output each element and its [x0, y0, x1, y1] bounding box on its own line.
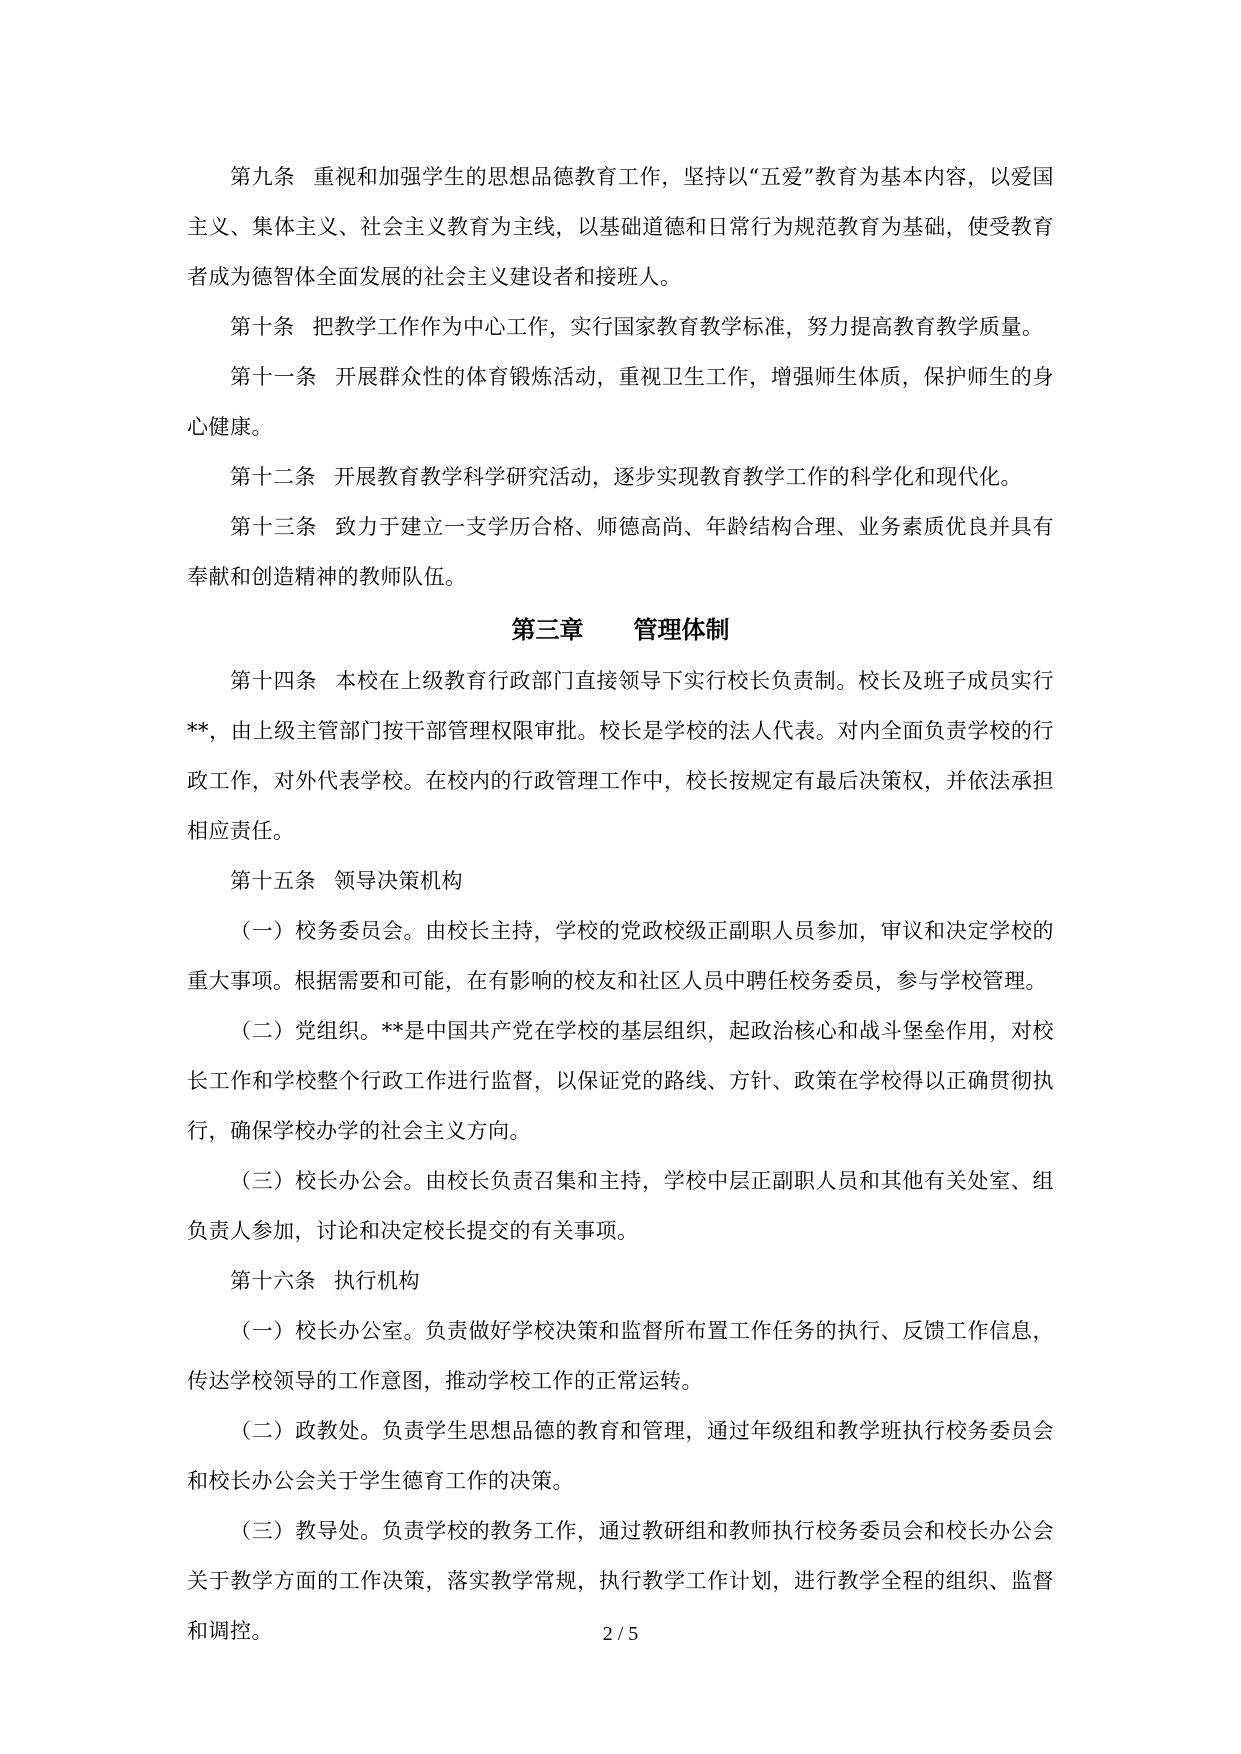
article-text: 把教学工作作为中心工作，实行国家教育教学标准，努力提高教育教学质量。: [312, 315, 1044, 339]
article-13: [187, 502, 1054, 602]
clause-15-1: [187, 906, 1054, 1006]
article-number: 第十五条: [230, 869, 316, 893]
article-text: 致力于建立一支学历合格、师德高尚、年龄结构合理、业务素质优良并具有奉献和创造精神的教师队伍。: [187, 515, 1055, 589]
article-11: [187, 352, 1054, 452]
clause-text: 教导处。负责学校的教务工作，通过教研组和教师执行校务委员会和校长办公会关于教学方面的工作决策，落实教学常规，执行教学工作计划，进行教学全程的组织、监督和调控。: [187, 1519, 1055, 1643]
clause-number: （一）: [230, 919, 296, 943]
clause-text: 校务委员会。由校长主持，学校的党政校级正副职人员参加，审议和决定学校的重大事项。根据需要和可能，在有影响的校友和社区人员中聘任校务委员，参与学校管理。: [187, 919, 1055, 993]
clause-number: （三）: [230, 1519, 296, 1543]
clause-15-2: [187, 1006, 1054, 1156]
chapter-number: 第三章: [511, 616, 584, 644]
article-15: [187, 856, 1054, 906]
document-body: [187, 152, 1054, 1656]
article-text: 重视和加强学生的思想品德教育工作，坚持以“五爱”教育为基本内容，以爱国主义、集体主义、社会主义教育为主线，以基础道德和日常行为规范教育为基础，使受教育者成为德智体全面发展的社会主义建设者和接班人。: [187, 165, 1055, 289]
article-number: 第十条: [230, 315, 295, 339]
article-text: 本校在上级教育行政部门直接领导下实行校长负责制。校长及班子成员实行**，由上级主管部门按干部管理权限审批。校长是学校的法人代表。对内全面负责学校的行政工作，对外代表学校。在校内的行政管理工作中，校长按规定有最后决策权，并依法承担相应责任。: [187, 669, 1055, 843]
article-number: 第十一条: [230, 365, 318, 389]
chapter-title: 管理体制: [633, 616, 730, 644]
article-12: [187, 452, 1054, 502]
article-number: 第十二条: [230, 465, 316, 489]
clause-text: 校长办公会。由校长负责召集和主持，学校中层正副职人员和其他有关处室、组负责人参加，讨论和决定校长提交的有关事项。: [187, 1169, 1055, 1243]
clause-number: （一）: [230, 1319, 296, 1343]
page-number: 2 / 5: [602, 1623, 639, 1645]
clause-number: （二）: [230, 1419, 296, 1443]
article-number: 第十六条: [230, 1269, 316, 1293]
clause-text: 政教处。负责学生思想品德的教育和管理，通过年级组和教学班执行校务委员会和校长办公会关于学生德育工作的决策。: [187, 1419, 1055, 1493]
clause-15-3: [187, 1156, 1054, 1256]
clause-number: （三）: [230, 1169, 296, 1193]
article-text: 执行机构: [334, 1269, 420, 1293]
clause-text: 校长办公室。负责做好学校决策和监督所布置工作任务的执行、反馈工作信息，传达学校领导的工作意图，推动学校工作的正常运转。: [187, 1319, 1055, 1393]
clause-number: （二）: [230, 1019, 296, 1043]
article-16: [187, 1256, 1054, 1306]
clause-16-1: [187, 1306, 1054, 1406]
article-9: [187, 152, 1054, 302]
article-14: [187, 656, 1054, 856]
article-number: 第十四条: [230, 669, 318, 693]
article-text: 开展群众性的体育锻炼活动，重视卫生工作，增强师生体质，保护师生的身心健康。: [187, 365, 1055, 439]
article-number: 第九条: [230, 165, 296, 189]
article-text: 领导决策机构: [334, 869, 463, 893]
article-10: [187, 302, 1054, 352]
chapter-heading: [187, 604, 1054, 656]
article-number: 第十三条: [230, 515, 318, 539]
clause-16-2: [187, 1406, 1054, 1506]
article-text: 开展教育教学科学研究活动，逐步实现教育教学工作的科学化和现代化。: [334, 465, 1022, 489]
clause-text: 党组织。**是中国共产党在学校的基层组织，起政治核心和战斗堡垒作用，对校长工作和学校整个行政工作进行监督，以保证党的路线、方针、政策在学校得以正确贯彻执行，确保学校办学的社会主义方向。: [187, 1019, 1055, 1143]
